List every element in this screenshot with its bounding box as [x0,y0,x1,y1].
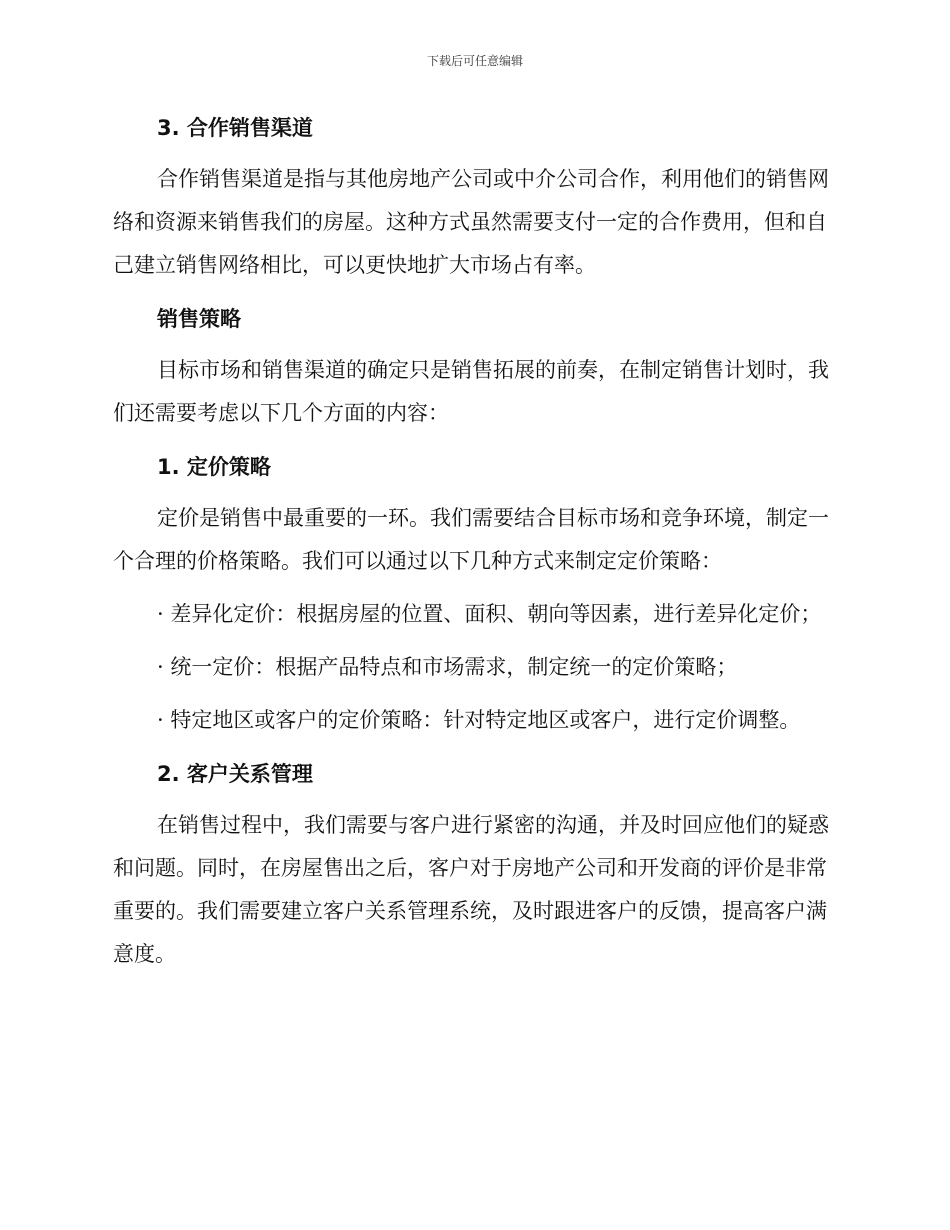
heading-customer-relationship: 2. 客户关系管理 [157,762,313,786]
heading-pricing-strategy: 1. 定价策略 [157,455,271,479]
heading-cooperative-sales-channel: 3. 合作销售渠道 [157,116,313,140]
paragraph-cooperative-sales-channel: 合作销售渠道是指与其他房地产公司或中介公司合作，利用他们的销售网络和资源来销售我们的房屋。这种方式虽然需要支付一定的合作费用，但和自己建立销售网络相比，可以更快地扩大市场占有率。 [113,167,829,277]
bullet-differentiated-pricing: · 差异化定价：根据房屋的位置、面积、朝向等因素，进行差异化定价； [157,602,822,626]
page-header: 下载后可任意编辑 [426,54,523,68]
paragraph-pricing-strategy: 定价是销售中最重要的一环。我们需要结合目标市场和竞争环境，制定一个合理的价格策略。我们可以通过以下几种方式来制定定价策略： [113,506,829,573]
heading-sales-strategy: 销售策略 [157,307,241,331]
paragraph-customer-relationship: 在销售过程中，我们需要与客户进行紧密的沟通，并及时回应他们的疑惑和问题。同时，在房屋售出之后，客户对于房地产公司和开发商的评价是非常重要的。我们需要建立客户关系管理系统，及时跟进客户的反馈，提高客户满意度。 [113,813,829,966]
paragraph-sales-strategy: 目标市场和销售渠道的确定只是销售拓展的前奏，在制定销售计划时，我们还需要考虑以下几个方面的内容： [113,358,829,425]
bullet-regional-pricing: · 特定地区或客户的定价策略：针对特定地区或客户，进行定价调整。 [157,708,801,732]
document-body [113,108,833,976]
bullet-uniform-pricing: · 统一定价：根据产品特点和市场需求，制定统一的定价策略； [157,655,738,679]
